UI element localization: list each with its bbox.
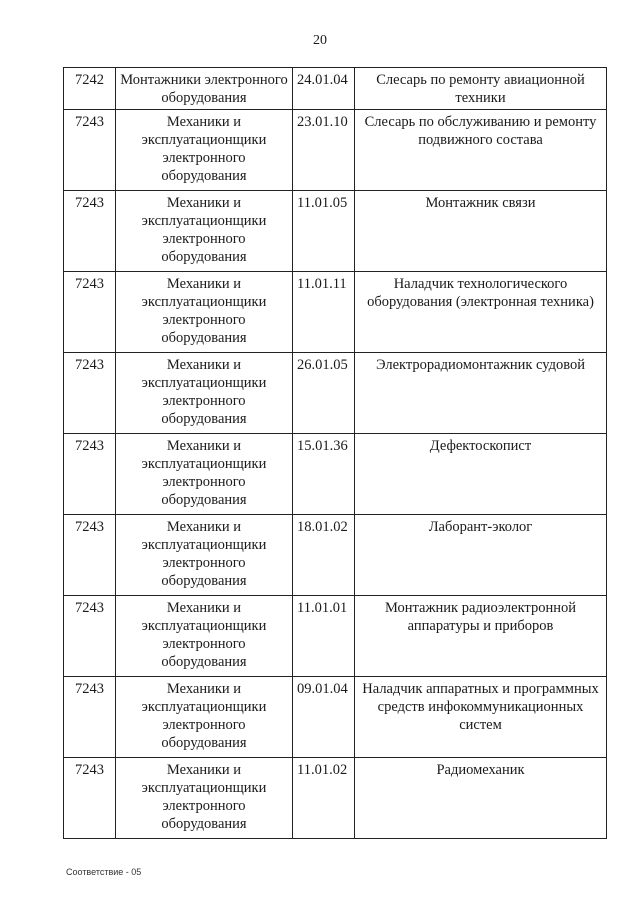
occupation-code-cell: 7243 [64, 191, 116, 272]
occupation-code-cell: 7243 [64, 515, 116, 596]
occupation-group-cell: Механики и эксплуатационщики электронного оборудования [116, 353, 293, 434]
table-row [64, 434, 607, 515]
table-row [64, 353, 607, 434]
table-row [64, 515, 607, 596]
occupation-code-cell: 7243 [64, 677, 116, 758]
specialty-code-cell: 11.01.11 [293, 272, 355, 353]
occupation-code-cell: 7243 [64, 272, 116, 353]
table-row [64, 272, 607, 353]
specialty-code-cell: 26.01.05 [293, 353, 355, 434]
occupation-code-cell: 7242 [64, 68, 116, 110]
profession-cell: Монтажник связи [355, 191, 607, 272]
occupation-group-cell: Механики и эксплуатационщики электронного оборудования [116, 110, 293, 191]
profession-cell: Монтажник радиоэлектронной аппаратуры и приборов [355, 596, 607, 677]
specialty-code-cell: 18.01.02 [293, 515, 355, 596]
occupation-group-cell: Механики и эксплуатационщики электронного оборудования [116, 596, 293, 677]
table-row [64, 68, 607, 110]
occupation-group-cell: Механики и эксплуатационщики электронного оборудования [116, 758, 293, 839]
profession-cell: Слесарь по ремонту авиационной техники [355, 68, 607, 110]
specialty-code-cell: 23.01.10 [293, 110, 355, 191]
profession-cell: Лаборант-эколог [355, 515, 607, 596]
occupation-code-cell: 7243 [64, 434, 116, 515]
table-row [64, 596, 607, 677]
occupation-group-cell: Механики и эксплуатационщики электронного оборудования [116, 272, 293, 353]
occupation-correspondence-table [63, 67, 607, 839]
occupation-code-cell: 7243 [64, 758, 116, 839]
occupation-group-cell: Механики и эксплуатационщики электронного оборудования [116, 434, 293, 515]
profession-cell: Наладчик технологического оборудования (электронная техника) [355, 272, 607, 353]
table-row [64, 677, 607, 758]
specialty-code-cell: 24.01.04 [293, 68, 355, 110]
occupation-code-cell: 7243 [64, 110, 116, 191]
specialty-code-cell: 11.01.05 [293, 191, 355, 272]
profession-cell: Наладчик аппаратных и программных средств инфокоммуникационных систем [355, 677, 607, 758]
occupation-group-cell: Механики и эксплуатационщики электронного оборудования [116, 677, 293, 758]
specialty-code-cell: 11.01.01 [293, 596, 355, 677]
occupation-code-cell: 7243 [64, 353, 116, 434]
profession-cell: Слесарь по обслуживанию и ремонту подвижного состава [355, 110, 607, 191]
page-number: 20 [313, 33, 327, 48]
table-row [64, 110, 607, 191]
profession-cell: Дефектоскопист [355, 434, 607, 515]
profession-cell: Радиомеханик [355, 758, 607, 839]
table-row [64, 758, 607, 839]
occupation-group-cell: Механики и эксплуатационщики электронного оборудования [116, 191, 293, 272]
page-footer: Соответствие - 05 [66, 867, 142, 877]
occupation-code-cell: 7243 [64, 596, 116, 677]
specialty-code-cell: 09.01.04 [293, 677, 355, 758]
occupation-group-cell: Механики и эксплуатационщики электронного оборудования [116, 515, 293, 596]
specialty-code-cell: 15.01.36 [293, 434, 355, 515]
table-row [64, 191, 607, 272]
specialty-code-cell: 11.01.02 [293, 758, 355, 839]
occupation-group-cell: Монтажники электронного оборудования [116, 68, 293, 110]
profession-cell: Электрорадиомонтажник судовой [355, 353, 607, 434]
